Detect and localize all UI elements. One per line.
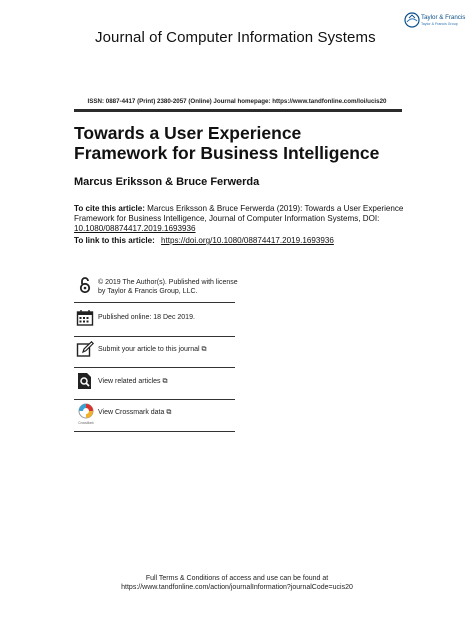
external-link-icon: ⧉ [201, 346, 207, 353]
item-divider [74, 302, 235, 303]
submit-article-item[interactable] [74, 338, 235, 370]
item-divider [74, 336, 235, 337]
article-title: Towards a User Experience Framework for Business Intelligence [74, 123, 380, 163]
external-link-icon: ⧉ [162, 378, 168, 385]
citation-block [74, 204, 404, 235]
submit-article-link[interactable] [98, 345, 238, 354]
submit-article-label[interactable]: Submit your article to this journal [98, 346, 200, 353]
publisher-logo [404, 11, 468, 33]
issn-line[interactable] [0, 98, 474, 105]
link-block [74, 236, 404, 245]
link-label: To link to this article: [74, 236, 155, 245]
open-access-item [74, 274, 238, 306]
edit-icon [76, 341, 94, 359]
journal-title: Journal of Computer Information Systems [95, 29, 376, 46]
citation-label: To cite this article: [74, 204, 145, 213]
crossmark-caption: CrossMark [78, 421, 94, 425]
crossmark-icon [76, 403, 96, 425]
calendar-icon [76, 309, 94, 327]
citation-text: Marcus Eriksson & Bruce Ferwerda (2019): Towards a User Experience Framework for Business Intelligence, Journal of Computer Information Systems, DOI: [74, 204, 404, 224]
publisher-tagline: Taylor & Francis Group [421, 22, 458, 26]
citation-doi-link[interactable]: 10.1080/08874417.2019.1693936 [74, 224, 196, 234]
footer [0, 574, 474, 593]
related-articles-link[interactable] [98, 377, 238, 386]
published-online-item [74, 307, 235, 339]
item-divider [74, 431, 235, 432]
related-articles-label[interactable]: View related articles [98, 378, 161, 385]
open-access-icon [76, 276, 94, 294]
item-divider [74, 367, 235, 368]
crossmark-item[interactable] [74, 400, 235, 434]
publisher-name: Taylor & Francis [421, 14, 466, 21]
copyright-text: © 2019 The Author(s). Published with license by Taylor & Francis Group, LLC. [98, 279, 238, 295]
related-articles-item[interactable] [74, 369, 235, 401]
footer-terms-url[interactable]: https://www.tandfonline.com/action/journalInformation?journalCode=ucis20 [121, 584, 353, 592]
header-divider [74, 109, 402, 112]
article-authors: Marcus Eriksson & Bruce Ferwerda [74, 176, 260, 188]
crossmark-label[interactable]: View Crossmark data [98, 409, 165, 416]
external-link-icon: ⧉ [166, 409, 172, 416]
crossmark-link[interactable] [98, 408, 238, 417]
footer-terms-text: Full Terms & Conditions of access and use can be found at [145, 575, 329, 582]
taylor-francis-logo-icon [404, 12, 420, 28]
issn-text[interactable]: ISSN: 0887-4417 (Print) 2380-2057 (Online) Journal homepage: https://www.tandfonline.com/loi/ucis20 [87, 98, 387, 105]
search-document-icon [76, 372, 94, 390]
article-doi-url-link[interactable]: https://doi.org/10.1080/08874417.2019.1693936 [161, 236, 334, 245]
published-online-text: Published online: 18 Dec 2019. [98, 314, 195, 321]
